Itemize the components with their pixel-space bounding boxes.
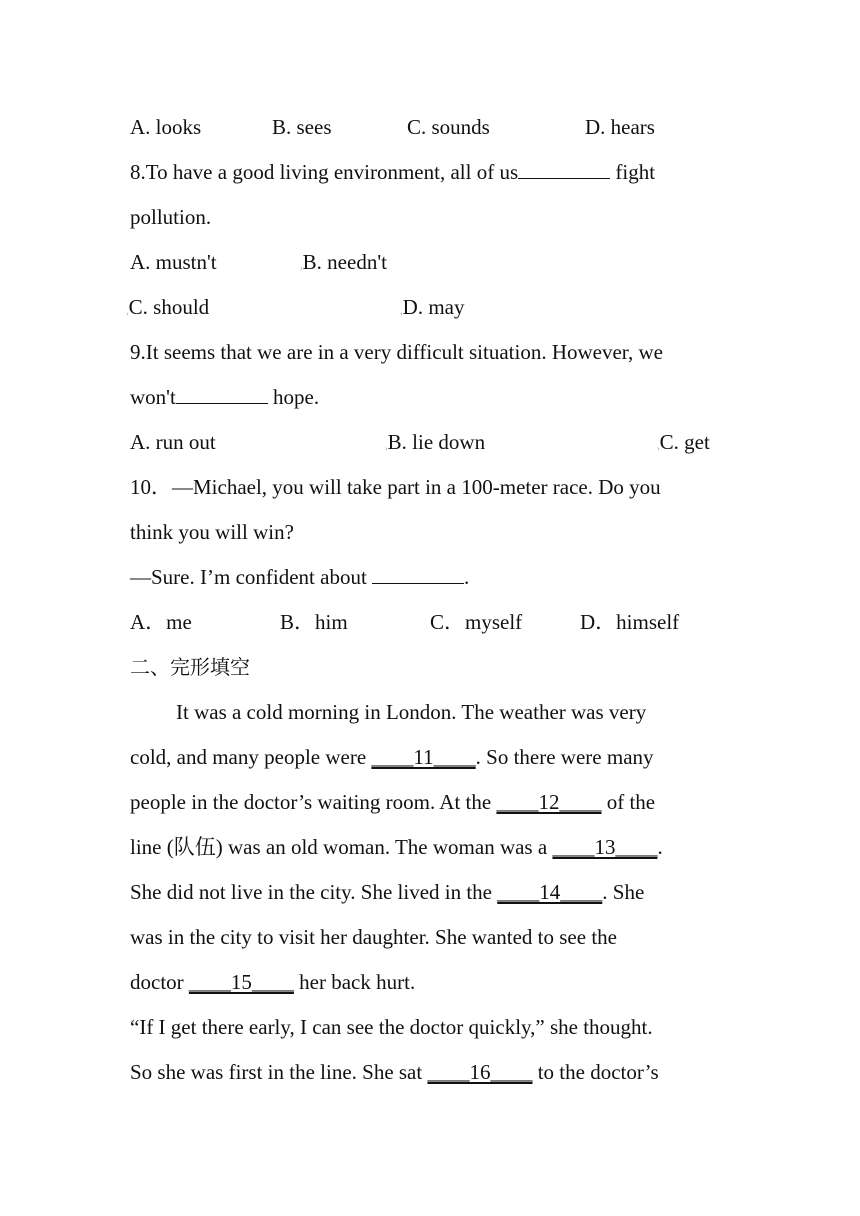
cloze-line-6: was in the city to visit her daughter. She wanted to see the [130, 925, 617, 949]
q10-option-d: D．himself [580, 610, 680, 634]
paragraph-mark: › [657, 444, 660, 453]
cloze-line-9: So she was first in the line. She sat ____16____ to the doctor’s [130, 1060, 659, 1084]
q7-option-d: D. hears [585, 115, 655, 139]
q10-text-before: —Sure. I’m confident about [130, 565, 373, 589]
cloze-line-4: line (队伍) was an old woman. The woman was a ____13____. [130, 835, 663, 859]
blank-13: ____13____ [552, 835, 658, 859]
q10-stem: 10．—Michael, you will take part in a 100-meter race. Do you [130, 475, 661, 499]
q7-option-a: A. looks [130, 115, 202, 139]
blank-15: ____15____ [188, 970, 294, 994]
q9-option-a: A. run out [130, 430, 216, 454]
q7-option-b: B. sees [272, 115, 332, 139]
q8-stem [130, 157, 655, 187]
q9-option-c: ›C. get [657, 430, 710, 454]
q10-reply [130, 562, 469, 592]
q10-option-a: A．me [130, 610, 192, 634]
cloze-line-5: She did not live in the city. She lived in the ____14____. She [130, 880, 645, 904]
q9-text-before: won't [130, 385, 176, 409]
q10-option-b: B．him [280, 610, 348, 634]
cloze-line-8: “If I get there early, I can see the doctor quickly,” she thought. [130, 1015, 653, 1039]
blank-12: ____12____ [496, 790, 602, 814]
q8-option-d: ›D. may [400, 295, 465, 319]
cloze-line-3: people in the doctor’s waiting room. At the ____12____ of the [130, 790, 656, 814]
q8-text-after: fight [610, 160, 656, 184]
q8-option-b: ›B. needn't [300, 250, 387, 274]
q9-stem-line2 [130, 382, 319, 412]
q9-option-b: ›B. lie down [385, 430, 486, 454]
cloze-line-2: cold, and many people were ____11____. So there were many [130, 745, 654, 769]
blank-16: ____16____ [427, 1060, 533, 1084]
blank-14: ____14____ [497, 880, 603, 904]
paragraph-mark: › [126, 309, 129, 318]
section-heading: 二、完形填空 [130, 655, 250, 679]
paragraph-mark: › [300, 264, 303, 273]
q8-text-before: 8.To have a good living environment, all of us [130, 160, 519, 184]
q8-blank [518, 158, 610, 179]
blank-11: ____11____ [371, 745, 476, 769]
paragraph-mark: › [385, 444, 388, 453]
q7-option-c: C. sounds [407, 115, 490, 139]
paragraph-mark: › [400, 309, 403, 318]
q10-blank [372, 563, 464, 584]
q10-stem-line2: think you will win? [130, 520, 294, 544]
q9-stem: 9.It seems that we are in a very difficult situation. However, we [130, 340, 663, 364]
q9-blank [176, 383, 268, 404]
cloze-line-7: doctor ____15____ her back hurt. [130, 970, 416, 994]
q8-option-a: A. mustn't [130, 250, 217, 274]
q10-option-c: C．myself [430, 610, 523, 634]
q10-text-after: . [464, 565, 470, 589]
q8-stem-line2: pollution. [130, 205, 212, 229]
q9-text-after: hope. [267, 385, 320, 409]
q8-option-c: ›C. should [126, 295, 210, 319]
cloze-line-1: It was a cold morning in London. The weather was very [176, 700, 647, 724]
